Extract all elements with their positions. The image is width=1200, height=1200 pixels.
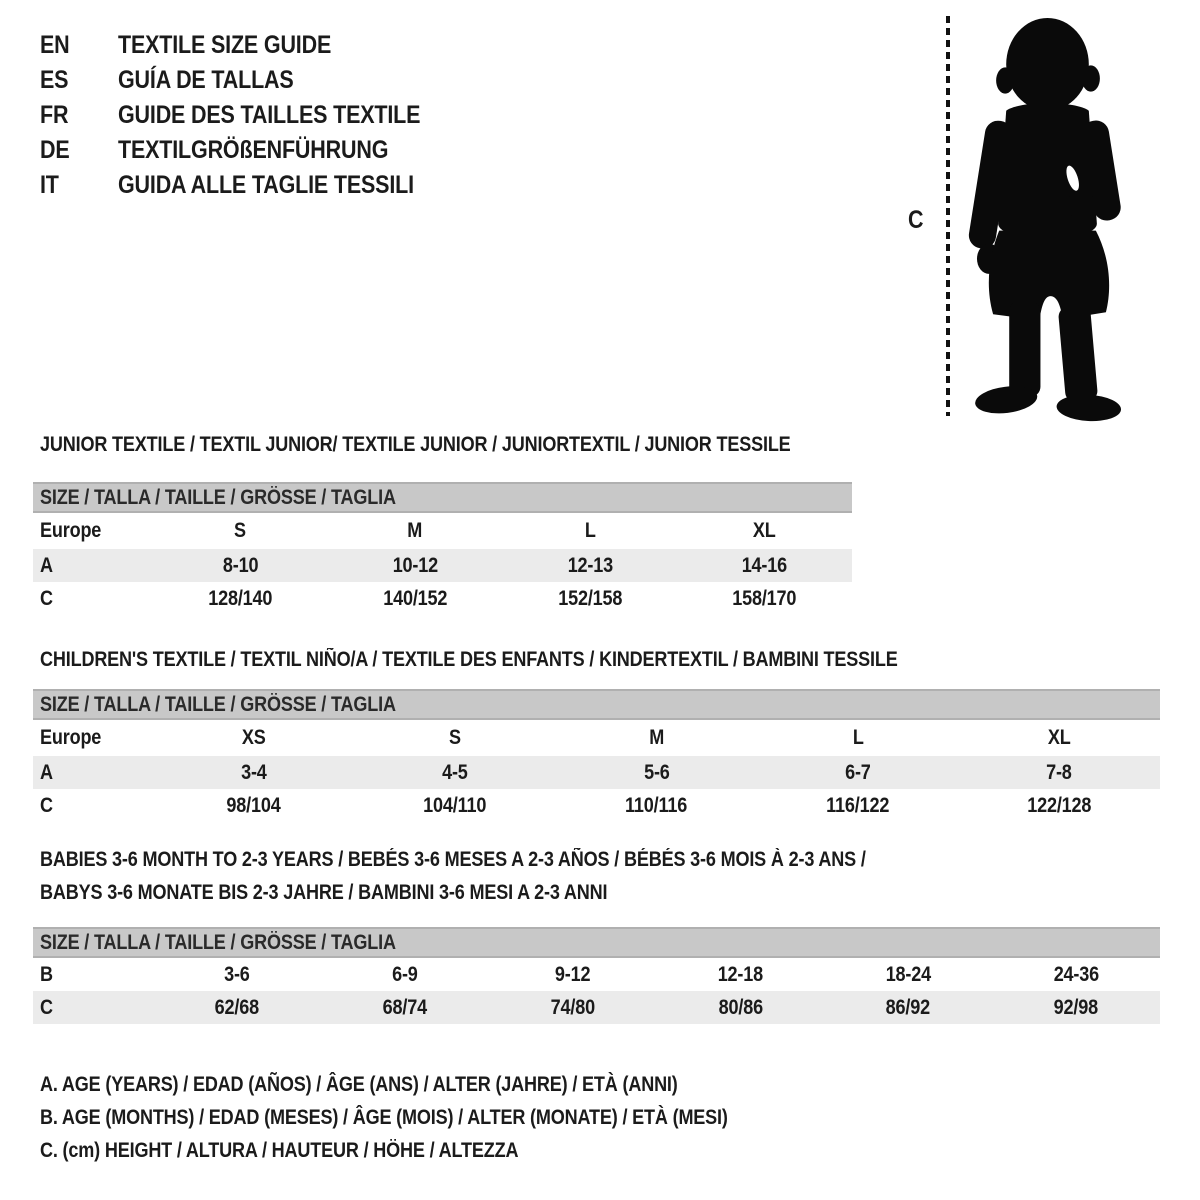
- table-row-height-cm: [33, 991, 1160, 1024]
- size-value: S: [449, 726, 462, 749]
- age-value: 24-36: [1053, 962, 1099, 986]
- height-value: 68/74: [382, 995, 427, 1019]
- height-value: 158/170: [732, 586, 797, 610]
- row-label: Europe: [40, 519, 102, 542]
- size-header-label: SIZE / TALLA / TAILLE / GRÖSSE / TAGLIA: [40, 930, 396, 954]
- height-value: 74/80: [550, 995, 595, 1019]
- size-header-bar: [33, 689, 1160, 720]
- size-header-label: SIZE / TALLA / TAILLE / GRÖSSE / TAGLIA: [40, 485, 396, 509]
- size-value: L: [852, 726, 864, 749]
- age-value: 6-7: [845, 760, 871, 784]
- size-value: M: [407, 519, 423, 542]
- height-value: 62/68: [214, 995, 260, 1019]
- guide-title-en: TEXTILE SIZE GUIDE: [118, 31, 332, 59]
- table-row-europe: [33, 720, 1160, 756]
- language-code: DE: [40, 136, 70, 164]
- row-label: C: [40, 586, 53, 610]
- size-header-label: SIZE / TALLA / TAILLE / GRÖSSE / TAGLIA: [40, 692, 396, 716]
- junior-section-title: JUNIOR TEXTILE / TEXTIL JUNIOR/ TEXTILE JUNIOR / JUNIORTEXTIL / JUNIOR TESSILE: [40, 433, 791, 456]
- age-value: 9-12: [554, 962, 591, 986]
- guide-title-it: GUIDA ALLE TAGLIE TESSILI: [118, 171, 414, 199]
- table-row-height-cm: [33, 789, 1160, 822]
- language-row-en: [40, 28, 470, 63]
- age-value: 12-13: [567, 553, 613, 577]
- guide-title-fr: GUIDE DES TAILLES TEXTILE: [118, 101, 421, 129]
- height-value: 104/110: [423, 793, 487, 817]
- legend-line-c: C. (cm) HEIGHT / ALTURA / HAUTEUR / HÖHE / ALTEZZA: [40, 1138, 519, 1162]
- size-value: XS: [241, 726, 266, 749]
- age-value: 6-9: [391, 962, 418, 986]
- age-value: 8-10: [222, 553, 259, 577]
- language-code: IT: [40, 171, 59, 199]
- table-row-age-years: [33, 756, 1160, 789]
- guide-title-es: GUÍA DE TALLAS: [118, 66, 294, 94]
- height-value: 98/104: [226, 793, 281, 817]
- height-dashed-line: [946, 16, 950, 416]
- toddler-silhouette-icon: [958, 14, 1136, 422]
- table-row-europe: [33, 513, 852, 549]
- language-title-list: [40, 28, 470, 203]
- table-row-age-years: [33, 549, 852, 582]
- language-code: ES: [40, 66, 69, 94]
- age-value: 12-18: [717, 962, 764, 986]
- height-value: 122/128: [1027, 793, 1092, 817]
- language-code: FR: [40, 101, 69, 129]
- babies-section-title: BABIES 3-6 MONTH TO 2-3 YEARS / BEBÉS 3-6 MESES A 2-3 AÑOS / BÉBÉS 3-6 MOIS À 2-3 ANS / BABYS 3-6 MONATE BIS 2-3 JAHRE / BAMBINI 3-6 MESI A 2-3 ANNI: [40, 848, 866, 904]
- height-value: 152/158: [557, 586, 622, 610]
- age-value: 3-6: [224, 962, 250, 986]
- language-row-it: [40, 168, 470, 203]
- height-value: 128/140: [208, 586, 273, 610]
- language-row-fr: [40, 98, 470, 133]
- size-value: XL: [753, 519, 776, 542]
- measurement-legend: [40, 1068, 840, 1167]
- age-value: 3-4: [240, 760, 267, 784]
- babies-size-table: [33, 927, 1160, 1024]
- height-value: 110/116: [625, 793, 688, 817]
- language-code: EN: [40, 31, 70, 59]
- age-value: 5-6: [643, 760, 670, 784]
- age-value: 10-12: [392, 553, 438, 577]
- legend-line-b: B. AGE (MONTHS) / EDAD (MESES) / ÂGE (MOIS) / ALTER (MONATE) / ETÀ (MESI): [40, 1105, 728, 1129]
- size-value: L: [584, 519, 596, 542]
- age-value: 4-5: [442, 760, 468, 784]
- junior-size-table: [33, 482, 852, 615]
- size-value: M: [649, 726, 664, 749]
- guide-title-de: TEXTILGRÖßENFÜHRUNG: [118, 136, 389, 164]
- children-section-title: CHILDREN'S TEXTILE / TEXTIL NIÑO/A / TEXTILE DES ENFANTS / KINDERTEXTIL / BAMBINI TESSILE: [40, 648, 898, 671]
- size-header-bar: [33, 927, 1160, 958]
- height-value: 92/98: [1053, 995, 1099, 1019]
- height-value: 140/152: [383, 586, 448, 610]
- age-value: 18-24: [885, 962, 931, 986]
- table-row-age-months: [33, 958, 1160, 991]
- row-label: B: [40, 962, 53, 986]
- height-value: 86/92: [886, 995, 931, 1019]
- age-value: 14-16: [741, 553, 788, 577]
- row-label: A: [40, 553, 53, 577]
- language-row-de: [40, 133, 470, 168]
- height-measure-label: C: [908, 206, 924, 234]
- height-value: 116/122: [826, 793, 890, 817]
- children-size-table: [33, 689, 1160, 822]
- language-row-es: [40, 63, 470, 98]
- size-value: XL: [1047, 726, 1071, 749]
- size-header-bar: [33, 482, 852, 513]
- size-value: S: [234, 519, 247, 542]
- row-label: Europe: [40, 726, 102, 749]
- table-row-height-cm: [33, 582, 852, 615]
- height-value: 80/86: [718, 995, 763, 1019]
- row-label: C: [40, 793, 53, 817]
- legend-line-a: A. AGE (YEARS) / EDAD (AÑOS) / ÂGE (ANS) / ALTER (JAHRE) / ETÀ (ANNI): [40, 1072, 678, 1096]
- row-label: C: [40, 995, 53, 1019]
- age-value: 7-8: [1046, 760, 1073, 784]
- row-label: A: [40, 760, 53, 784]
